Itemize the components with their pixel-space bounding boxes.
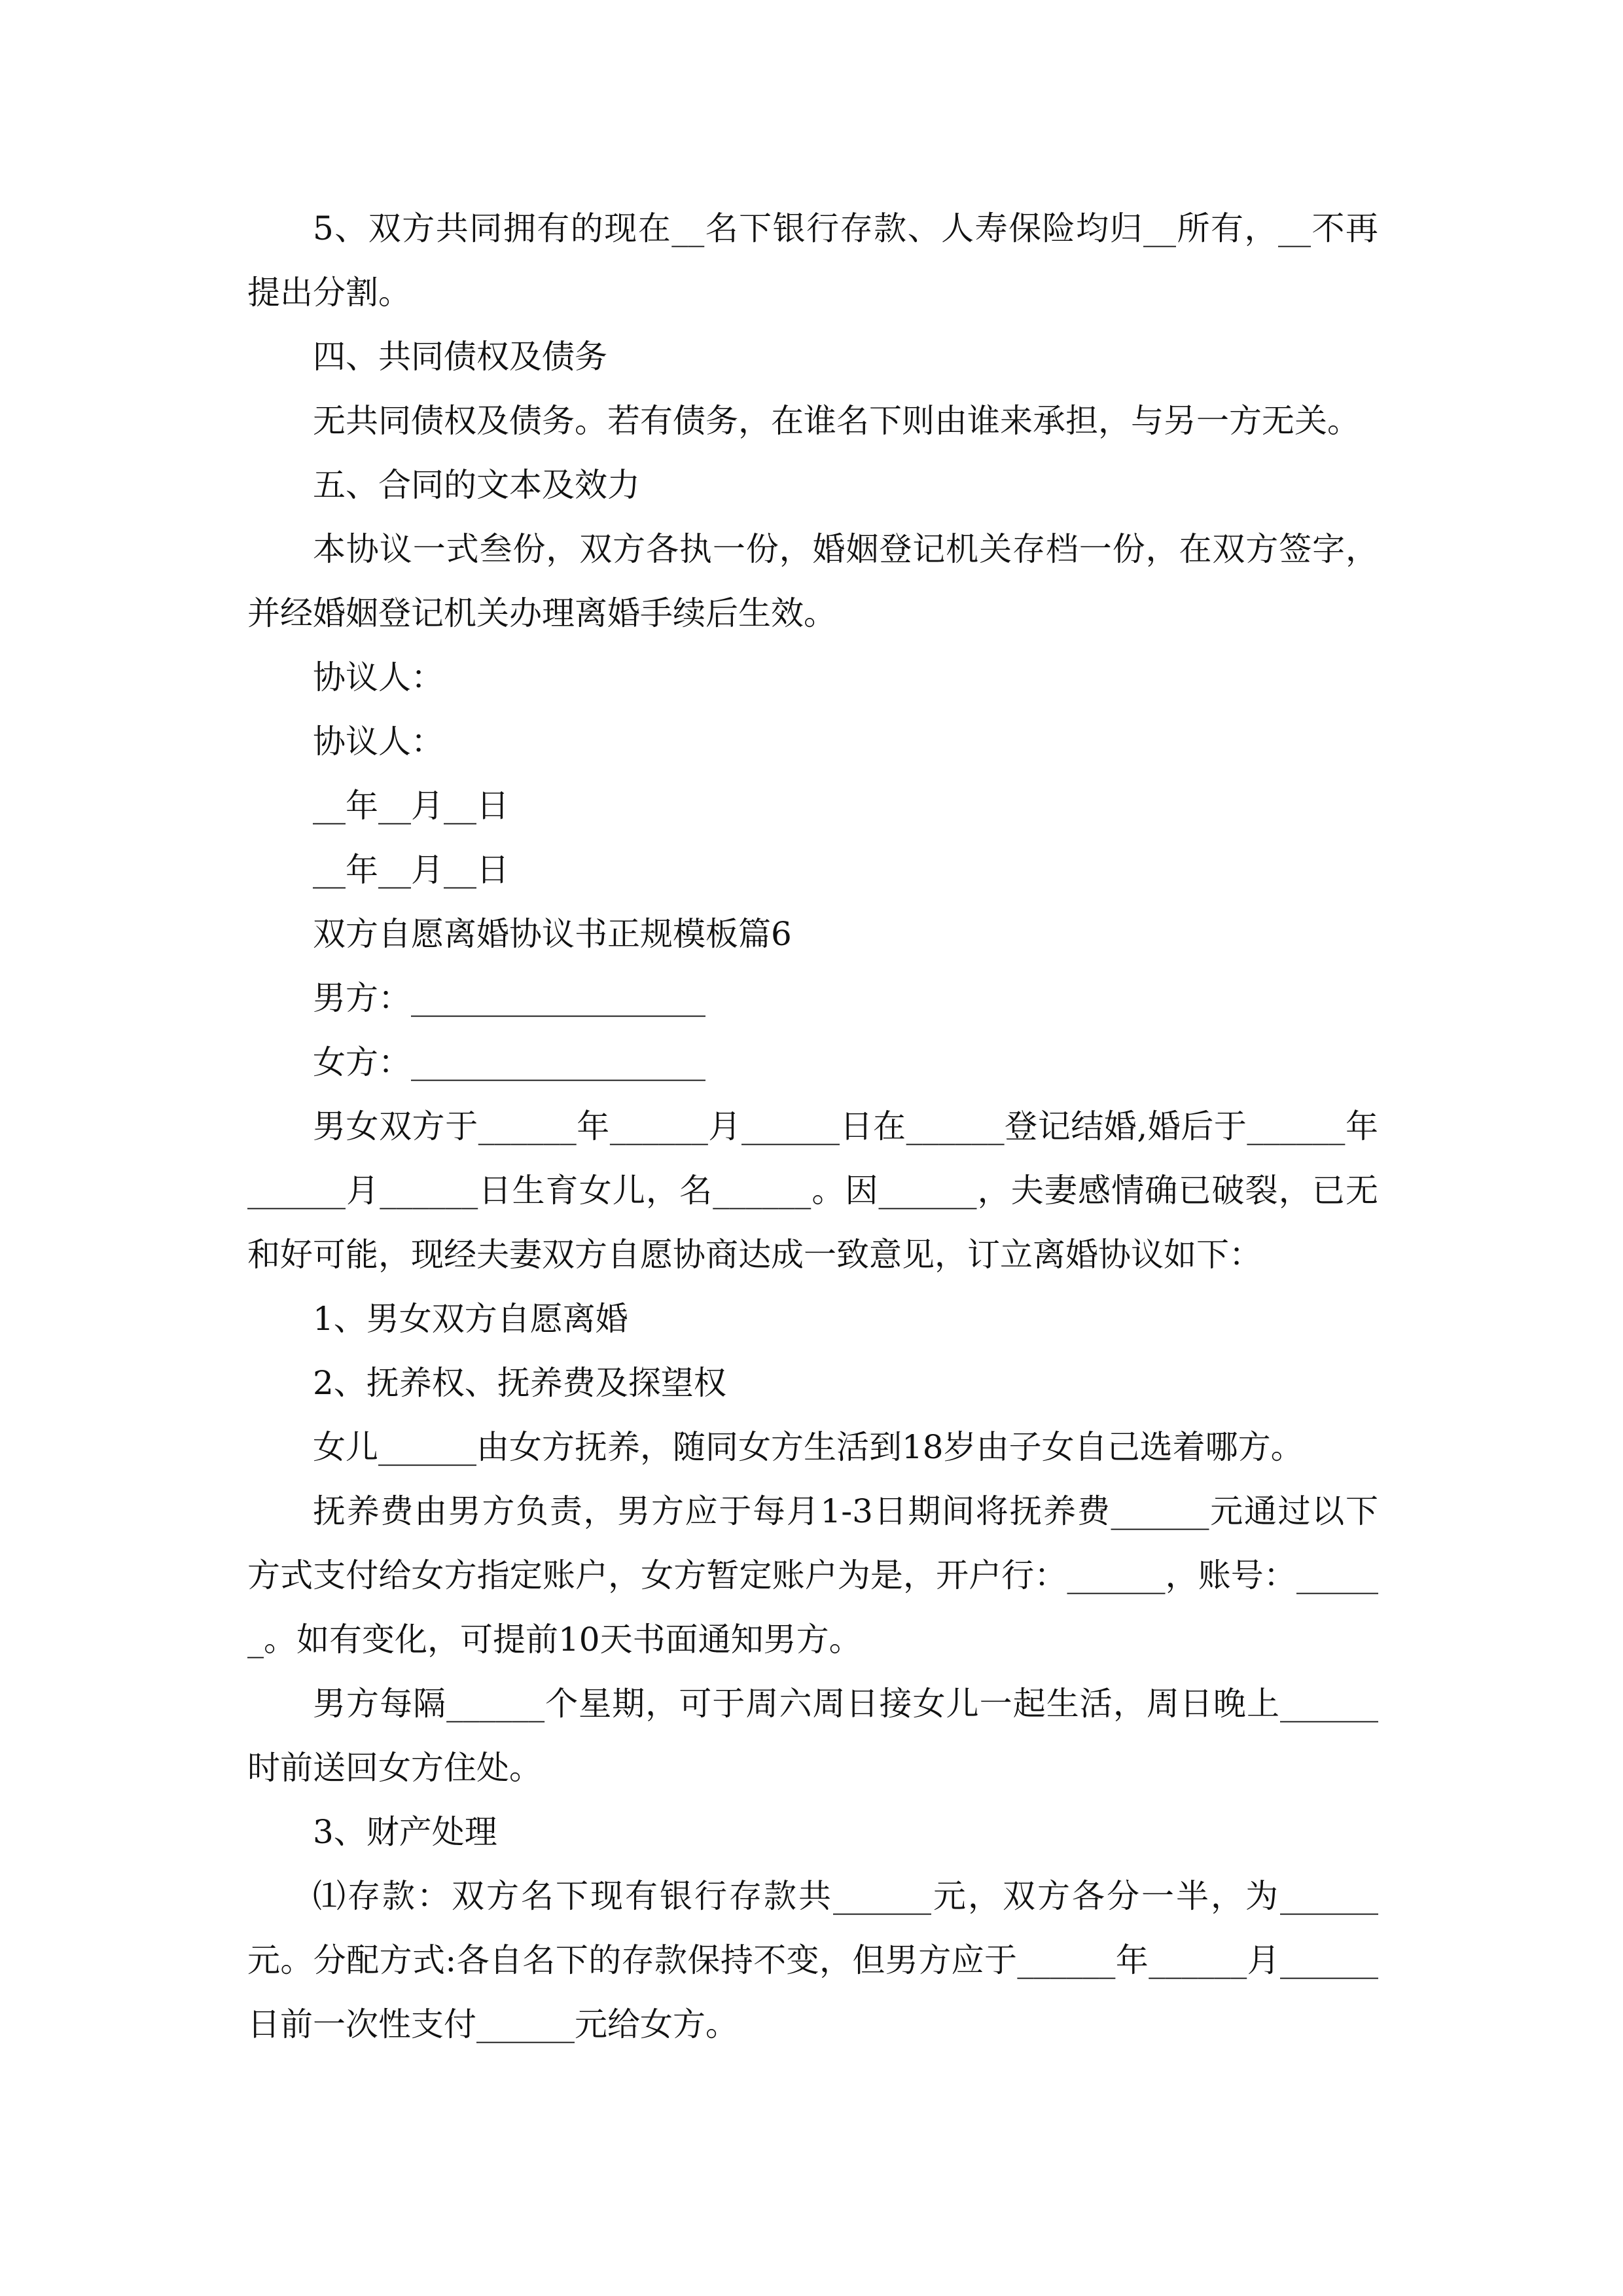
clause-5-deposits-insurance: 5、双方共同拥有的现在__名下银行存款、人寿保险均归__所有，__不再提出分割。: [247, 209, 1378, 312]
support-payment-clause: 抚养费由男方负责，男方应于每月1-3日期间将抚养费______元通过以下方式支付给女方指定账户，女方暂定账户为是，开户行：______，账号：______。如有变化，可提前10天书面通知男方。: [247, 1492, 1378, 1659]
date-line-1: __年__月__日: [313, 787, 509, 825]
section-heading-contract-validity: 五、合同的文本及效力: [313, 466, 640, 504]
clause-3-heading-property: 3、财产处理: [313, 1813, 497, 1851]
signatory-line-1: 协议人：: [313, 658, 444, 696]
signatory-line-2: 协议人：: [313, 723, 444, 761]
clause-2-heading-custody: 2、抚养权、抚养费及探望权: [313, 1364, 726, 1402]
wife-field: 女方：__________________: [313, 1043, 705, 1081]
custody-clause: 女儿______由女方抚养，随同女方生活到18岁由子女自己选着哪方。: [313, 1428, 1304, 1466]
visitation-clause: 男方每隔______个星期，可于周六周日接女儿一起生活，周日晚上______时前送回女方住处。: [247, 1685, 1378, 1787]
marriage-background: 男女双方于______年______月______日在______登记结婚,婚后于______年______月______日生育女儿，名______。因______，夫妻感情确已破裂，已无和好可能，现经夫妻双方自愿协商达成一致意见，订立离婚协议如下：: [247, 1107, 1378, 1274]
debts-clause: 无共同债权及债务。若有债务，在谁名下则由谁来承担，与另一方无关。: [313, 402, 1360, 440]
document-body: [247, 196, 1378, 2056]
section-heading-debts: 四、共同债权及债务: [313, 338, 607, 376]
template-title: 双方自愿离婚协议书正规模板篇6: [313, 915, 792, 953]
validity-clause: 本协议一式叁份，双方各执一份，婚姻登记机关存档一份，在双方签字，并经婚姻登记机关办理离婚手续后生效。: [247, 530, 1378, 632]
husband-field: 男方：__________________: [313, 979, 705, 1017]
date-line-2: __年__月__日: [313, 851, 509, 889]
deposit-division-clause: ⑴存款：双方名下现有银行存款共______元，双方各分一半，为______元。分配方式:各自名下的存款保持不变，但男方应于______年______月______日前一次性支付______元给女方。: [247, 1877, 1378, 2043]
clause-1-divorce: 1、男女双方自愿离婚: [313, 1300, 628, 1338]
